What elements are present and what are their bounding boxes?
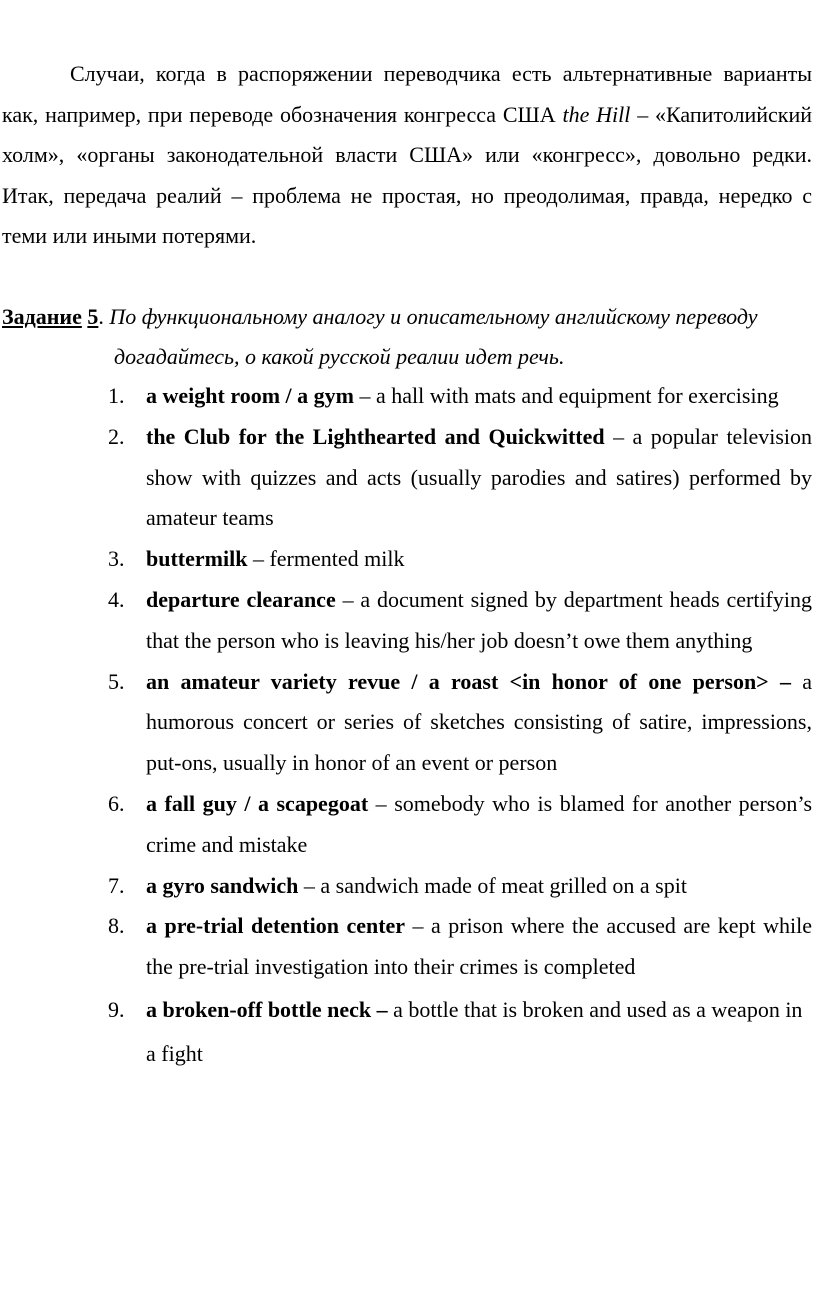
- item-definition: – fermented milk: [247, 546, 405, 572]
- item-number: 3.: [108, 546, 125, 572]
- list-item: [0, 662, 816, 784]
- item-definition: a humorous concert or series of sketches consisting of satire, impressions, put-ons, usually in honor of an event or person: [146, 668, 812, 776]
- item-definition: – a hall with mats and equipment for exercising: [353, 383, 779, 408]
- item-definition: a bottle that is broken and used as a weapon in a fight: [146, 996, 803, 1066]
- item-number: 8.: [108, 913, 125, 939]
- list-item: [0, 417, 816, 539]
- item-term: a fall guy / a scapegoat: [146, 790, 369, 816]
- item-number: 9.: [108, 996, 125, 1022]
- task-heading: [2, 297, 812, 377]
- intro-italic-term: the Hill: [562, 101, 631, 127]
- task-number: 5: [87, 304, 99, 329]
- item-term: a gyro sandwich: [146, 872, 299, 898]
- list-item: [0, 906, 816, 988]
- item-number: 2.: [108, 423, 125, 449]
- list-item: [0, 866, 816, 907]
- item-number: 5.: [108, 668, 125, 694]
- task-separator: .: [98, 304, 110, 329]
- item-definition: – a popular television show with quizzes and acts (usually parodies and satires) performed by amateur teams: [146, 423, 812, 531]
- item-definition: – a document signed by department heads certifying that the person who is leaving his/her job doesn’t owe them anything: [146, 586, 812, 653]
- intro-paragraph: [2, 54, 812, 257]
- item-term: a weight room / a gym: [146, 383, 354, 408]
- list-item: [0, 784, 816, 866]
- item-definition: – a prison where the accused are kept while the pre-trial investigation into their crimes is completed: [146, 913, 812, 980]
- list-item: [0, 376, 816, 417]
- item-definition: – somebody who is blamed for another person’s crime and mistake: [146, 790, 813, 857]
- item-number: 4.: [108, 586, 125, 612]
- task-label: Задание: [2, 304, 82, 329]
- item-term: a pre-trial detention center: [146, 913, 406, 939]
- intro-text-before: Случаи, когда в распоряжении переводчика есть альтернативные варианты как, например, при переводе обозначения конгресса США: [2, 61, 812, 127]
- item-number: 1.: [108, 383, 125, 408]
- term-list: [0, 376, 816, 1076]
- task-line-1: [2, 297, 812, 337]
- intro-text-after: – «Капитолийский холм», «органы законодательной власти США» или «конгресс», довольно редки. Итак, передача реалий – проблема не простая, но преодолимая, правда, нередко с теми или иными потерями.: [2, 101, 812, 248]
- item-term: an amateur variety revue / a roast <in honor of one person> –: [146, 668, 791, 694]
- item-definition: – a sandwich made of meat grilled on a spit: [298, 872, 687, 898]
- list-item: [0, 539, 816, 580]
- item-term: the Club for the Lighthearted and Quickwitted: [146, 423, 605, 449]
- item-term: buttermilk: [146, 546, 248, 572]
- list-item: [0, 580, 816, 662]
- item-term: a broken-off bottle neck –: [146, 996, 388, 1022]
- item-term: departure clearance: [146, 586, 336, 612]
- item-number: 6.: [108, 790, 125, 816]
- task-instruction-line-2: догадайтесь, о какой русской реалии идет речь.: [114, 344, 565, 369]
- list-item: [0, 988, 816, 1076]
- item-number: 7.: [108, 872, 125, 898]
- task-instruction-line-1: По функциональному аналогу и описательному английскому переводу: [109, 304, 758, 329]
